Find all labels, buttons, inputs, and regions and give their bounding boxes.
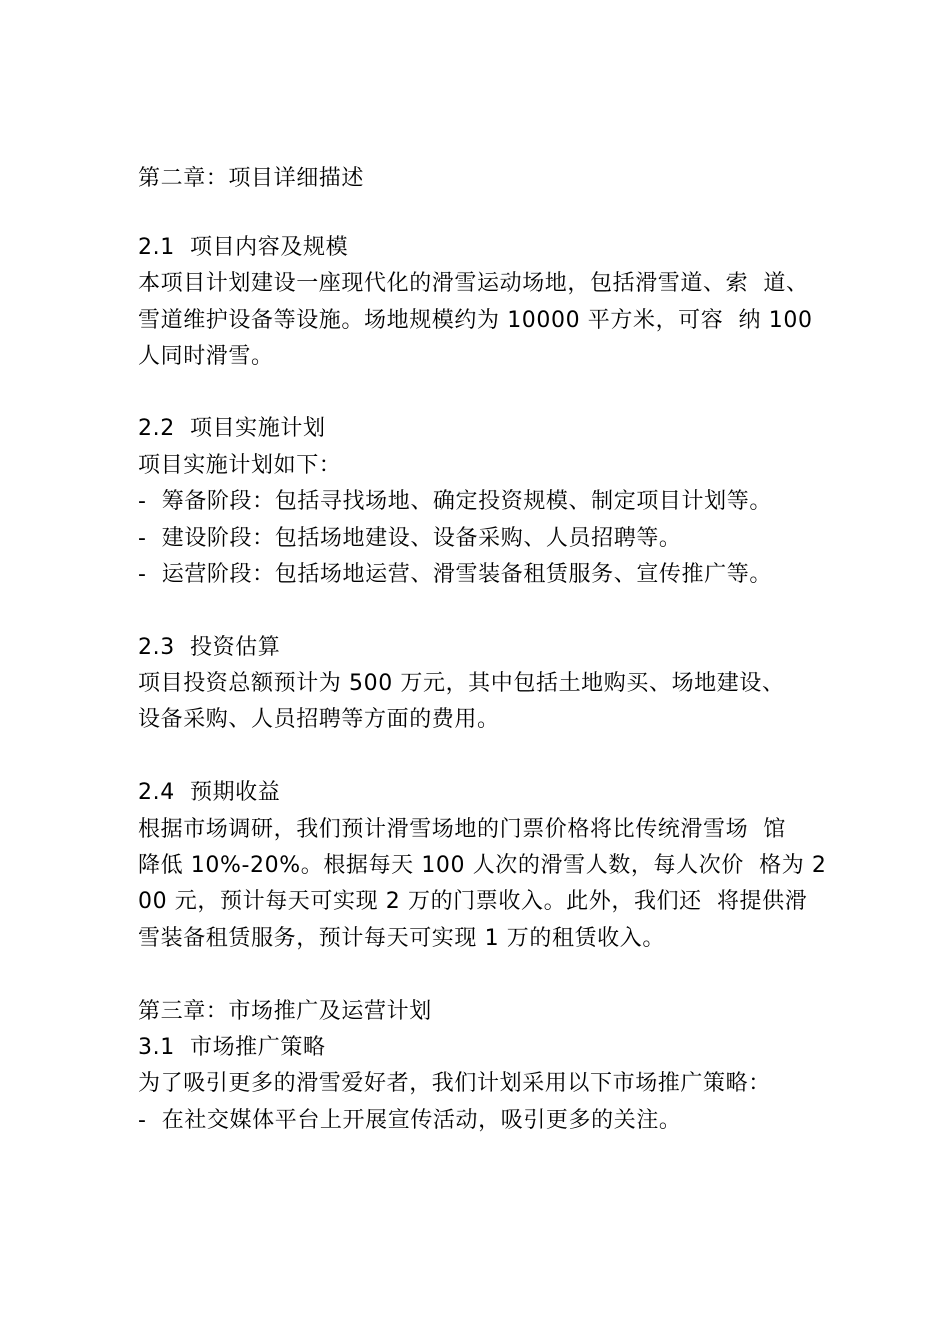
section-3-1-intro: 为了吸引更多的滑雪爱好者，我们计划采用以下市场推广策略： — [138, 1071, 771, 1096]
section-2-2-list-item: - 筹备阶段：包括寻找场地、确定投资规模、制定项目计划等。 — [138, 489, 772, 514]
section-2-1-heading: 2.1 项目内容及规模 — [138, 235, 349, 260]
chapter-2-heading: 第二章：项目详细描述 — [138, 166, 365, 191]
section-3-1-heading: 3.1 市场推广策略 — [138, 1035, 326, 1060]
section-2-3-heading: 2.3 投资估算 — [138, 635, 281, 660]
chapter-3-heading: 第三章：市场推广及运营计划 — [138, 999, 432, 1024]
section-2-2-heading: 2.2 项目实施计划 — [138, 416, 326, 441]
section-2-4-heading: 2.4 预期收益 — [138, 780, 281, 805]
section-2-1-paragraph-line: 人同时滑雪。 — [138, 344, 274, 369]
section-2-2-list-item: - 运营阶段：包括场地运营、滑雪装备租赁服务、宣传推广等。 — [138, 562, 772, 587]
section-2-4-paragraph-line: 根据市场调研，我们预计滑雪场地的门票价格将比传统滑雪场 馆 — [138, 817, 786, 842]
section-3-1-list-item: - 在社交媒体平台上开展宣传活动，吸引更多的关注。 — [138, 1108, 682, 1133]
section-2-1-paragraph-line: 雪道维护设备等设施。场地规模约为 10000 平方米，可容 纳 100 — [138, 308, 813, 333]
section-2-2-list-item: - 建设阶段：包括场地建设、设备采购、人员招聘等。 — [138, 526, 682, 551]
section-2-4-paragraph-line: 00 元，预计每天可实现 2 万的门票收入。此外，我们还 将提供滑 — [138, 889, 808, 914]
section-2-4-paragraph-line: 降低 10%-20%。根据每天 100 人次的滑雪人数，每人次价 格为 2 — [138, 853, 827, 878]
section-2-1-paragraph-line: 本项目计划建设一座现代化的滑雪运动场地，包括滑雪道、索 道、 — [138, 271, 809, 296]
section-2-3-paragraph-line: 设备采购、人员招聘等方面的费用。 — [138, 707, 500, 732]
section-2-4-paragraph-line: 雪装备租赁服务，预计每天可实现 1 万的租赁收入。 — [138, 926, 665, 951]
section-2-3-paragraph-line: 项目投资总额预计为 500 万元，其中包括土地购买、场地建设、 — [138, 671, 785, 696]
section-2-2-intro: 项目实施计划如下： — [138, 453, 342, 478]
